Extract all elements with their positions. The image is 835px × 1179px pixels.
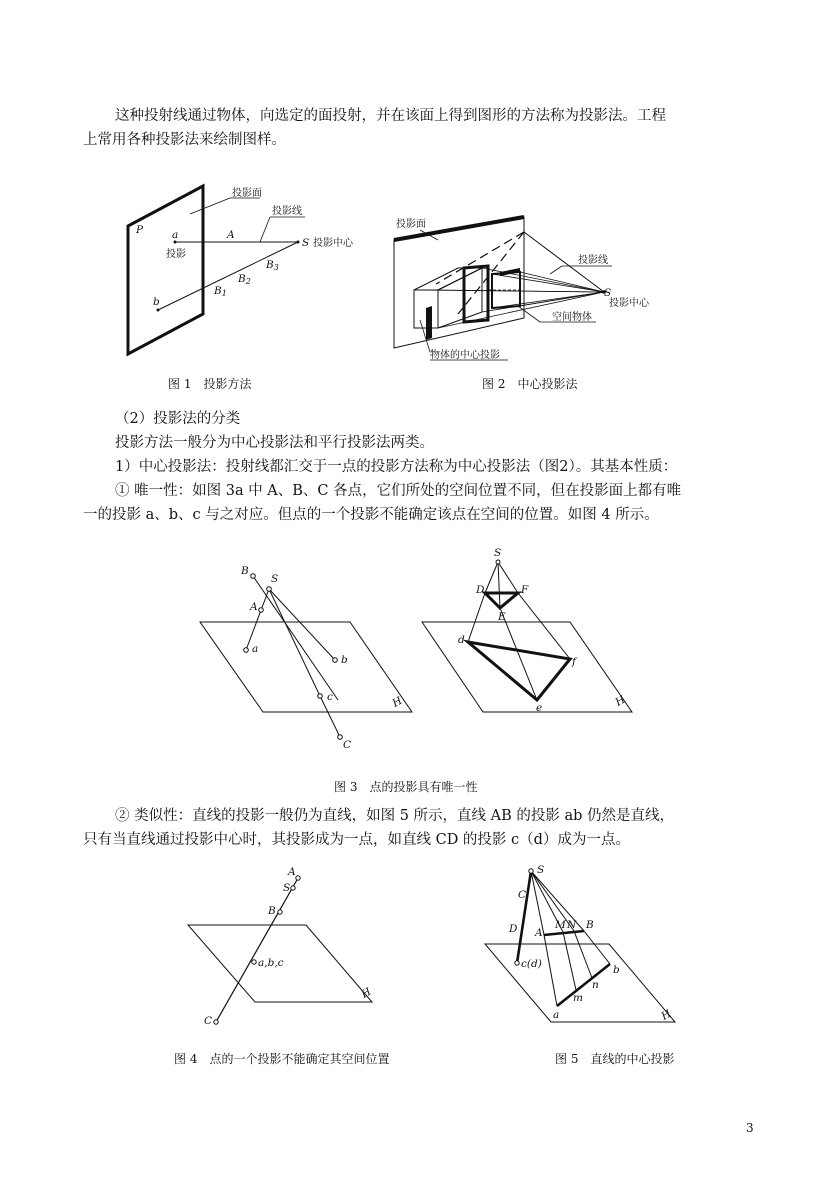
fig5-label-B: B: [586, 919, 594, 931]
fig3a-label-H: H: [390, 694, 405, 710]
fig5-label-a: a: [553, 1009, 560, 1021]
fig5-label-A: A: [535, 927, 543, 939]
fig3a-label-a: a: [252, 643, 259, 655]
fig1-B1-letter: B: [214, 285, 222, 297]
fig1-B3-sub: 3: [273, 263, 279, 272]
paragraph-intro-line2: 上常用各种投影法来绘制图样。: [83, 132, 286, 148]
fig4-label-C: C: [204, 1015, 213, 1027]
fig2-label-object: 空间物体: [552, 312, 592, 323]
fig1-label-P: P: [136, 224, 144, 236]
paragraph-intro-line1: 这种投射线通过物体，向选定的面投射，并在该面上得到图形的方法称为投影法。工程: [115, 108, 666, 124]
fig3a-label-b: b: [341, 654, 348, 666]
fig1-label-plane: 投影面: [232, 188, 262, 199]
fig1-label-center: 投影中心: [313, 238, 353, 249]
fig5-label-b: b: [613, 964, 620, 976]
fig3b-label-f: f: [572, 656, 576, 668]
figure-2-central-projection: [390, 210, 660, 370]
figure-3-caption: 图 3 点的投影具有唯一性: [334, 780, 478, 794]
figure-1-projection-method: [120, 180, 370, 360]
fig5-label-n: n: [592, 979, 599, 991]
fig1-B2-letter: B: [238, 273, 246, 285]
fig5-label-N: N: [567, 919, 577, 931]
page-number: 3: [746, 1121, 754, 1135]
fig4-label-abc: a,b,c: [258, 957, 284, 969]
fig1-label-B3: [265, 259, 279, 272]
fig1-label-A: A: [227, 229, 235, 241]
fig4-label-B: B: [268, 905, 276, 917]
fig5-label-cd: c(d): [521, 958, 542, 970]
fig3b-label-E: E: [498, 611, 506, 623]
fig2-label-S: S: [604, 287, 612, 299]
fig1-B1-sub: 1: [221, 289, 227, 298]
paragraph-central-projection: 1）中心投影法：投射线都汇交于一点的投影方法称为中心投影法（图2）。其基本性质：: [115, 459, 678, 475]
fig1-label-B2: [237, 273, 251, 286]
fig2-label-plane: 投影面: [396, 219, 426, 230]
paragraph-similarity-line2: 只有当直线通过投影中心时，其投影成为一点，如直线 CD 的投影 c（d）成为一点。: [83, 832, 630, 848]
fig4-label-S: S: [283, 882, 291, 894]
fig1-B2-sub: 2: [245, 277, 251, 286]
paragraph-two-types: 投影方法一般分为中心投影法和平行投影法两类。: [115, 435, 434, 451]
figure-5-line-projection: [480, 860, 700, 1030]
fig3a-label-C: C: [343, 739, 352, 751]
fig1-label-b: b: [153, 296, 160, 308]
fig3a-label-S: S: [271, 573, 279, 585]
fig5-label-m: m: [573, 992, 583, 1004]
fig2-label-center: 投影中心: [609, 298, 649, 309]
fig2-label-ray: 投影线: [578, 255, 608, 266]
fig3a-label-B: B: [241, 565, 249, 577]
fig1-label-S: S: [302, 237, 310, 249]
fig4-label-H: H: [359, 985, 374, 1001]
fig1-label-ray: 投影线: [272, 206, 302, 217]
paragraph-classification-heading: （2）投影法的分类: [115, 411, 241, 427]
figure-2-caption: 图 2 中心投影法: [482, 377, 578, 391]
fig3b-label-H: H: [613, 693, 628, 709]
fig3b-label-e: e: [536, 702, 543, 714]
fig1-label-a: a: [172, 229, 179, 241]
fig1-label-B1: [213, 285, 227, 298]
fig5-label-S: S: [537, 864, 545, 876]
paragraph-similarity-line1: ② 类似性：直线的投影一般仍为直线，如图 5 所示，直线 AB 的投影 ab 仍然是直线，: [115, 808, 675, 824]
figure-3b-triangle-projection: [420, 545, 650, 745]
fig3b-label-D: D: [476, 584, 485, 596]
fig4-label-A: A: [288, 866, 296, 878]
fig5-label-D: D: [509, 923, 518, 935]
fig5-label-C: C: [518, 889, 527, 901]
fig1-label-projection: 投影: [166, 249, 186, 260]
fig5-label-M: M: [555, 919, 566, 931]
paragraph-uniqueness-line1: ① 唯一性：如图 3a 中 A、B、C 各点，它们所处的空间位置不同，但在投影面上都有唯: [115, 483, 682, 499]
fig2-label-projection: 物体的中心投影: [430, 350, 500, 361]
fig3b-label-S: S: [494, 547, 502, 559]
fig3b-label-d: d: [458, 634, 465, 646]
paragraph-uniqueness-line2: 一的投影 a、b、c 与之对应。但点的一个投影不能确定该点在空间的位置。如图 4 所示。: [83, 507, 659, 523]
fig1-B3-letter: B: [266, 259, 274, 271]
figure-4-caption: 图 4 点的一个投影不能确定其空间位置: [174, 1052, 390, 1066]
figure-4-single-projection: [180, 866, 400, 1030]
figure-1-caption: 图 1 投影方法: [168, 377, 252, 391]
fig5-label-H: H: [659, 1007, 674, 1023]
fig3a-label-A: A: [250, 601, 258, 613]
figure-5-caption: 图 5 直线的中心投影: [555, 1052, 675, 1066]
fig3a-label-c: c: [327, 691, 333, 703]
fig3b-label-F: F: [521, 584, 529, 596]
figure-3a-point-projection: [190, 560, 420, 760]
